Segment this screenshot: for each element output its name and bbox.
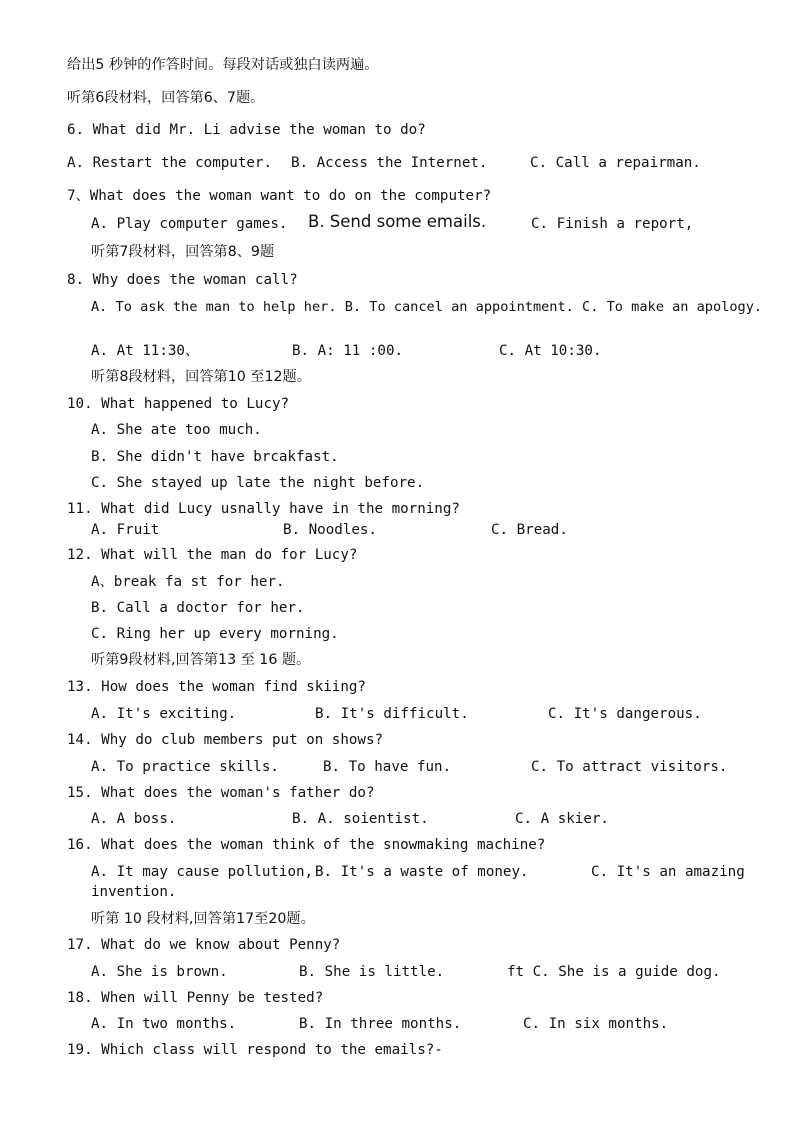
option-12a: A、break fa st for her. — [91, 574, 285, 590]
question-10: 10. What happened to Lucy? — [67, 396, 290, 412]
question-15: 15. What does the woman's father do? — [67, 785, 375, 801]
question-19: 19. Which class will respond to the emails?- — [67, 1042, 443, 1058]
question-7: 7、What does the woman want to do on the computer? — [67, 188, 492, 204]
options-row-15 — [91, 808, 631, 830]
option-18a: A. In two months. — [91, 1016, 237, 1032]
options-row-11 — [91, 519, 611, 541]
option-16b: B. It's a waste of money. — [315, 864, 529, 880]
option-14a: A. To practice skills. — [91, 759, 279, 775]
option-15c: C. A skier. — [515, 811, 609, 827]
option-9a: A. At 11:30、 — [91, 343, 200, 359]
options-row-17 — [91, 961, 731, 983]
option-13c: C. It's dangerous. — [548, 706, 702, 722]
option-9b: B. A: 11 :00. — [292, 343, 404, 359]
question-12: 12. What will the man do for Lucy? — [67, 547, 358, 563]
question-14: 14. Why do club members put on shows? — [67, 732, 384, 748]
options-row-14 — [91, 756, 731, 778]
option-16c-continued: invention. — [91, 884, 177, 900]
question-8: 8. Why does the woman call? — [67, 272, 298, 288]
section-heading-9: 听第9段材料,回答第13 至 16 题。 — [91, 652, 311, 668]
options-row-6 — [67, 152, 767, 174]
option-18b: B. In three months. — [299, 1016, 462, 1032]
section-heading-7: 听第7段材料，回答第8、9题 — [91, 244, 275, 260]
option-9c: C. At 10:30. — [499, 343, 602, 359]
option-10a: A. She ate too much. — [91, 422, 262, 438]
instruction-text: 给出5 秒钟的作答时间。每段对话或独白读两遍。 — [67, 57, 379, 73]
question-11: 11. What did Lucy usnally have in the morning? — [67, 501, 460, 517]
option-14c: C. To attract visitors. — [531, 759, 728, 775]
option-17b: B. She is little. — [299, 964, 445, 980]
options-row-16 — [91, 861, 751, 883]
option-6b: B. Access the Internet. — [291, 155, 488, 171]
options-row-7 — [91, 213, 751, 235]
question-6: 6. What did Mr. Li advise the woman to do? — [67, 122, 426, 138]
question-16: 16. What does the woman think of the snowmaking machine? — [67, 837, 546, 853]
options-row-8: A. To ask the man to help her. B. To cancel an appointment. C. To make an apology. — [91, 299, 763, 315]
option-15b: B. A. soientist. — [292, 811, 429, 827]
option-11c: C. Bread. — [491, 522, 568, 538]
option-16a: A. It may cause pollution, — [91, 864, 314, 880]
option-15a: A. A boss. — [91, 811, 177, 827]
option-7b: B. Send some emails. — [308, 212, 487, 231]
options-row-9 — [91, 340, 711, 362]
section-heading-8: 听第8段材料，回答第10 至12题。 — [91, 369, 311, 385]
option-17a: A. She is brown. — [91, 964, 228, 980]
option-13a: A. It's exciting. — [91, 706, 237, 722]
option-11a: A. Fruit — [91, 522, 160, 538]
option-6a: A. Restart the computer. — [67, 155, 272, 171]
option-13b: B. It's difficult. — [315, 706, 469, 722]
option-11b: B. Noodles. — [283, 522, 377, 538]
section-heading-10: 听第 10 段材料,回答第17至20题。 — [91, 911, 315, 927]
question-13: 13. How does the woman find skiing? — [67, 679, 366, 695]
option-14b: B. To have fun. — [323, 759, 452, 775]
option-16c: C. It's an amazing — [591, 864, 745, 880]
section-heading-6: 听第6段材料，回答第6、7题。 — [67, 90, 265, 106]
option-18c: C. In six months. — [523, 1016, 669, 1032]
option-17c: ft C. She is a guide dog. — [507, 964, 721, 980]
options-row-18 — [91, 1013, 691, 1035]
option-12c: C. Ring her up every morning. — [91, 626, 339, 642]
option-10c: C. She stayed up late the night before. — [91, 475, 425, 491]
question-17: 17. What do we know about Penny? — [67, 937, 341, 953]
option-12b: B. Call a doctor for her. — [91, 600, 305, 616]
question-18: 18. When will Penny be tested? — [67, 990, 324, 1006]
option-7a: A. Play computer games. — [91, 216, 288, 232]
option-10b: B. She didn't have brcakfast. — [91, 449, 339, 465]
options-row-13 — [91, 703, 711, 725]
option-7c: C. Finish a report, — [531, 216, 694, 232]
option-6c: C. Call a repairman. — [530, 155, 701, 171]
